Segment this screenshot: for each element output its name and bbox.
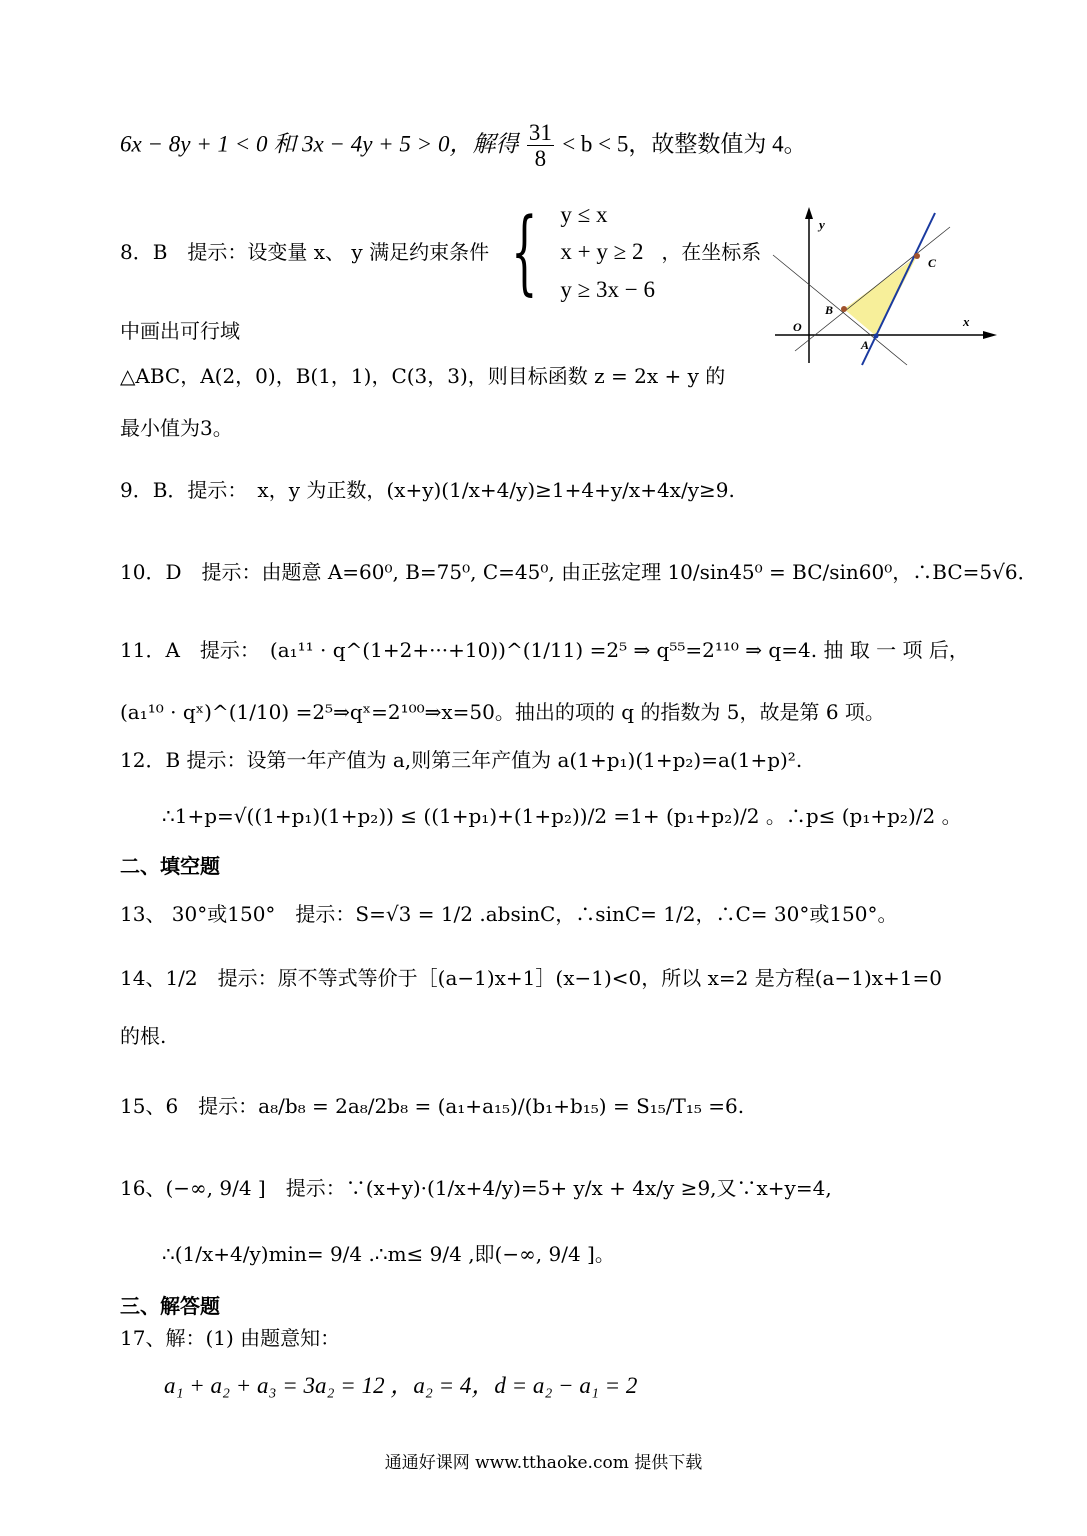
frac-num: 31 <box>528 120 552 145</box>
point-c <box>914 253 920 259</box>
problem-17-line-2: a₁ + a₂ + a₃ = 3a₂ = 12 ，a₂ = 4，d = a₂ − a₁ = 2 <box>164 1373 638 1398</box>
feasible-region-figure <box>765 205 1005 375</box>
triangle-abc <box>844 256 917 336</box>
problem-16-line-2: ∴(1/x+4/y)min= 9/4 .∴m≤ 9/4 ,即(−∞, 9/4 ]。 <box>162 1242 615 1266</box>
label-b: B <box>825 303 834 317</box>
point-a <box>874 334 879 339</box>
label-x: x <box>963 314 970 329</box>
problem-8-line-2: 中画出可行域 <box>120 319 240 343</box>
constraint-system <box>560 196 655 308</box>
x-axis-arrow-icon <box>983 331 997 339</box>
problem-10: 10．D 提示：由题意 A=60⁰, B=75⁰, C=45⁰, 由正弦定理 10/sin45⁰ = BC/sin60⁰，∴BC=5√6． <box>120 560 1038 584</box>
label-y: y <box>819 217 825 232</box>
label-a: A <box>861 338 870 352</box>
problem-11-line-1: 11．A 提示： (a₁¹¹ · q^(1+2+···+10))^(1/11) =2⁵ ⇒ q⁵⁵=2¹¹⁰ ⇒ q=4. 抽 取 一 项 后， <box>120 638 969 662</box>
constraint-3: y ≥ 3x − 6 <box>560 276 655 302</box>
y-axis-arrow-icon <box>805 207 813 219</box>
page-footer: 通通好课网 www.tthaoke.com 提供下载 <box>384 1453 703 1473</box>
problem-16-line-1: 16、(−∞, 9/4 ] 提示：∵(x+y)·(1/x+4/y)=5+ y/x + 4x/y ≥9,又∵x+y=4, <box>120 1176 832 1200</box>
line-1-text-b: < b < 5，故整数值为 4。 <box>562 131 807 157</box>
problem-14-line-2: 的根. <box>120 1024 167 1048</box>
problem-8-line-3: △ABC，A(2，0)，B(1，1)，C(3，3)，则目标函数 z = 2x + y 的 <box>120 364 726 388</box>
point-b <box>841 306 847 312</box>
problem-11-line-2: (a₁¹⁰ · qˣ)^(1/10) =2⁵⇒qˣ=2¹⁰⁰⇒x=50。抽出的项的 q 的指数为 5，故是第 6 项。 <box>120 700 885 724</box>
problem-12-line-2: ∴1+p=√((1+p₁)(1+p₂)) ≤ ((1+p₁)+(1+p₂))/2 =1+ (p₁+p₂)/2 。∴p≤ (p₁+p₂)/2 。 <box>162 804 962 828</box>
label-o: O <box>793 320 802 334</box>
problem-13: 13、 30°或150° 提示：S=√3 = 1/2 .absinC，∴sinC= 1/2，∴C= 30°或150°。 <box>120 902 898 926</box>
constraint-1: y ≤ x <box>560 202 608 227</box>
problem-14-line-1: 14、1/2 提示：原不等式等价于［(a−1)x+1］(x−1)<0，所以 x=2 是方程(a−1)x+1=0 <box>120 966 942 990</box>
problem-17-line-1: 17、解：(1) 由题意知： <box>120 1326 341 1350</box>
frac-den: 8 <box>534 146 547 172</box>
section-fill-in-title: 二、填空题 <box>120 854 220 878</box>
problem-8-text: 8．B 提示：设变量 x、 y 满足约束条件 <box>120 239 490 264</box>
problem-15: 15、6 提示：a₈/b₈ = 2a₈/2b₈ = (a₁+a₁₅)/(b₁+b₁₅) = S₁₅/T₁₅ =6. <box>120 1094 745 1118</box>
problem-8 <box>120 196 761 308</box>
line-1-text-a: 6x − 8y + 1 < 0 和 3x − 4y + 5 > 0，解得 <box>120 131 519 157</box>
label-c: C <box>928 256 937 270</box>
brace-icon: { <box>511 198 538 306</box>
fraction-31-8 <box>527 120 554 172</box>
problem-12-line-1: 12．B 提示：设第一年产值为 a,则第三年产值为 a(1+p₁)(1+p₂)=a(1+p)². <box>120 748 803 772</box>
problem-9: 9．B．提示： x，y 为正数，(x+y)(1/x+4/y)≥1+4+y/x+4x/y≥9. <box>120 478 735 502</box>
section-answer-title: 三、解答题 <box>120 1294 220 1318</box>
constraint-2: x + y ≥ 2 <box>560 239 644 265</box>
problem-8-line-4: 最小值为3。 <box>120 416 233 440</box>
problem-8-text-b: ，在坐标系 <box>661 239 762 264</box>
line-1 <box>120 120 807 172</box>
